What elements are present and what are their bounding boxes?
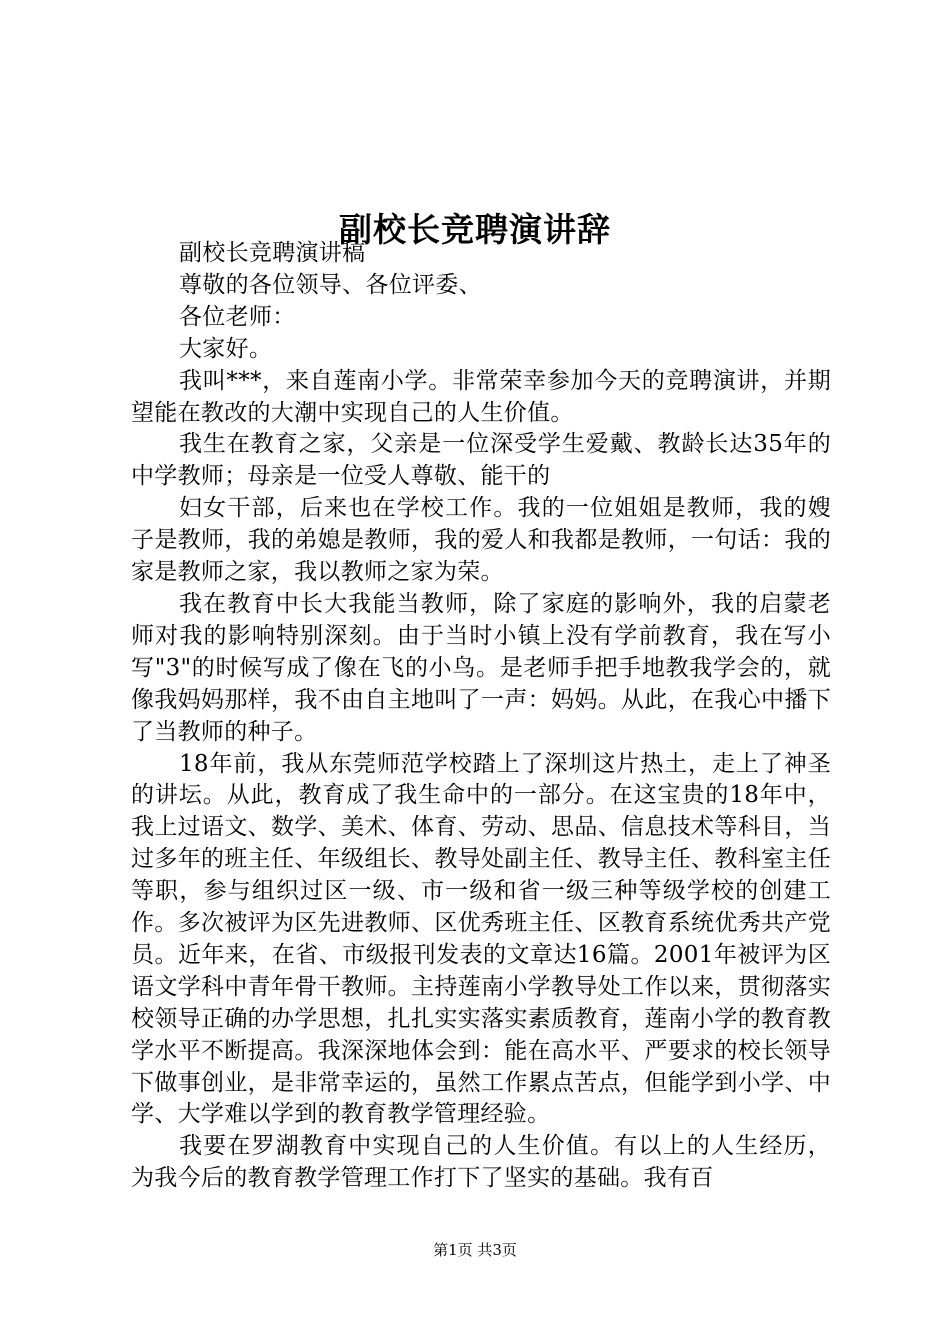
- document-body: [131, 238, 831, 1195]
- paragraph: 大家好。: [179, 335, 273, 362]
- document-title: 副校长竞聘演讲辞: [339, 210, 611, 250]
- paragraph: 我要在罗湖教育中实现自己的人生价值。有以上的人生经历，为我今后的教育教学管理工作打下了坚实的基础。我有百: [131, 1133, 831, 1192]
- paragraph: 我在教育中长大我能当教师，除了家庭的影响外，我的启蒙老师对我的影响特别深刻。由于当时小镇上没有学前教育，我在写小写"3"的时候写成了像在飞的小鸟。是老师手把手地教我学会的，就像我妈妈那样，我不由自主地叫了一声：妈妈。从此，在我心中播下了当教师的种子。: [131, 590, 831, 745]
- paragraph: 妇女干部，后来也在学校工作。我的一位姐姐是教师，我的嫂子是教师，我的弟媳是教师，我的爱人和我都是教师，一句话：我的家是教师之家，我以教师之家为荣。: [131, 495, 831, 586]
- paragraph: 我生在教育之家，父亲是一位深受学生爱戴、教龄长达35年的中学教师；母亲是一位受人尊敬、能干的: [131, 431, 831, 490]
- page-footer: 第1页 共3页: [433, 1241, 517, 1259]
- paragraph: 18年前，我从东莞师范学校踏上了深圳这片热土，走上了神圣的讲坛。从此，教育成了我生命中的一部分。在这宝贵的18年中，我上过语文、数学、美术、体育、劳动、思品、信息技术等科目，当过多年的班主任、年级组长、教导处副主任、教导主任、教科室主任等职，参与组织过区一级、市一级和省一级三种等级学校的创建工作。多次被评为区先进教师、区优秀班主任、区教育系统优秀共产党员。近年来，在省、市级报刊发表的文章达16篇。2001年被评为区语文学科中青年骨干教师。主持莲南小学教导处工作以来，贯彻落实校领导正确的办学思想，扎扎实实落实素质教育，莲南小学的教育教学水平不断提高。我深深地体会到：能在高水平、严要求的校长领导下做事创业，是非常幸运的，虽然工作累点苦点，但能学到小学、中学、大学难以学到的教育教学管理经验。: [131, 750, 831, 1128]
- paragraph: 尊敬的各位领导、各位评委、: [179, 271, 482, 298]
- paragraph: 副校长竞聘演讲稿: [179, 240, 366, 266]
- paragraph: 我叫***，来自莲南小学。非常荣幸参加今天的竞聘演讲，并期望能在教改的大潮中实现自己的人生价值。: [131, 367, 831, 426]
- paragraph: 各位老师：: [179, 303, 296, 330]
